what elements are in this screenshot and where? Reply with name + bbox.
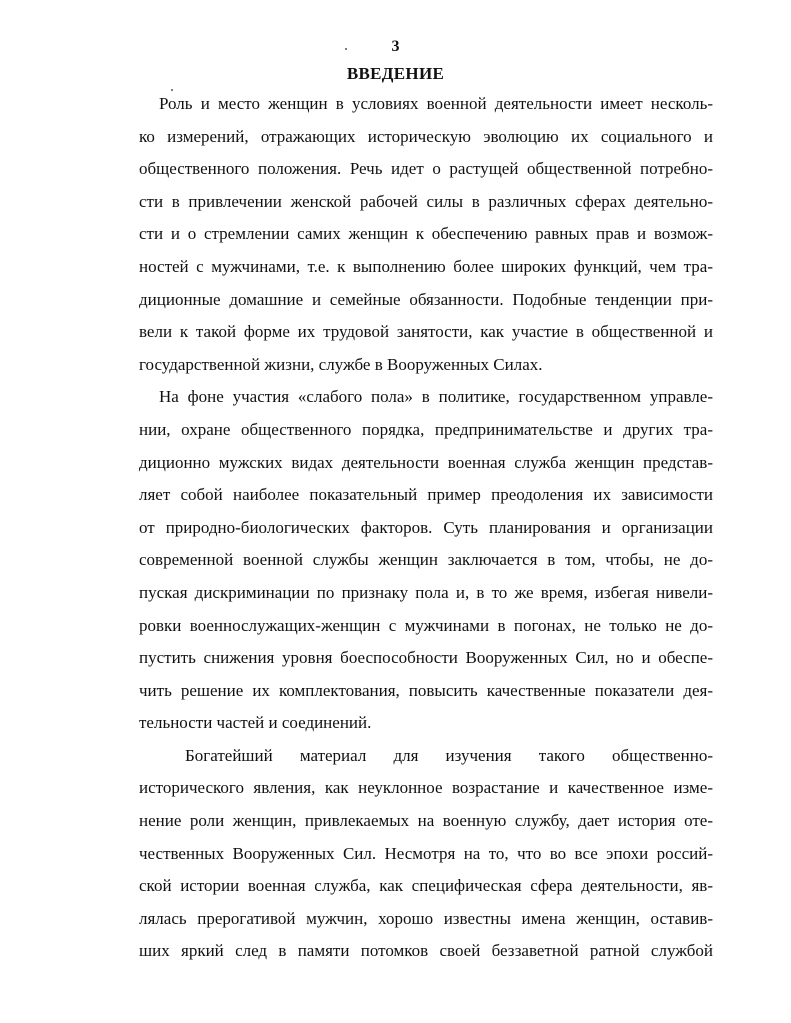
text-line: исторического явления, как неуклонное возрастание и качественное изме- xyxy=(139,778,713,798)
text-line: пустить снижения уровня боеспособности Вооруженных Сил, но и обеспе- xyxy=(139,648,713,668)
text-line: чить решение их комплектования, повысить качественные показатели дея- xyxy=(139,680,713,700)
text-line: ской истории военная служба, как специфическая сфера деятельности, яв- xyxy=(139,876,713,896)
text-line: ровки военнослужащих-женщин с мужчинами в погонах, не только не до- xyxy=(139,615,713,635)
paragraph-2 xyxy=(139,381,713,740)
text-line: нии, охране общественного порядка, предпринимательстве и других тра- xyxy=(139,419,713,439)
scan-speck xyxy=(171,89,173,91)
text-line: лялась прерогативой мужчин, хорошо известны имена женщин, оставив- xyxy=(139,908,713,928)
text-line: современной военной службы женщин заключается в том, чтобы, не до- xyxy=(139,550,713,570)
text-line: Богатейший материал для изучения такого общественно- xyxy=(185,745,713,765)
text-line: диционные домашние и семейные обязанности. Подобные тенденции при- xyxy=(139,289,713,309)
text-line: пуская дискриминации по признаку пола и, в то же время, избегая нивели- xyxy=(139,582,713,602)
paragraph-1 xyxy=(139,88,713,381)
body-text xyxy=(139,88,713,968)
text-line: сти и о стремлении самих женщин к обеспечению равных прав и возмож- xyxy=(139,224,713,244)
text-line: тельности частей и соединений. xyxy=(139,713,372,733)
text-line: ших яркий след в памяти потомков своей беззаветной ратной службой xyxy=(139,941,713,961)
text-line: На фоне участия «слабого пола» в политике, государственном управле- xyxy=(159,387,713,407)
text-line: ко измерений, отражающих историческую эволюцию их социального и xyxy=(139,126,713,146)
text-line: чественных Вооруженных Сил. Несмотря на то, что во все эпохи россий- xyxy=(139,843,713,863)
paragraph-3 xyxy=(139,740,713,968)
page-number: 3 xyxy=(391,38,400,55)
text-line: общественного положения. Речь идет о растущей общественной потребно- xyxy=(139,159,713,179)
text-line: Роль и место женщин в условиях военной деятельности имеет несколь- xyxy=(159,94,713,113)
scan-speck xyxy=(345,48,347,50)
text-line: нение роли женщин, привлекаемых на военную службу, дает история оте- xyxy=(139,811,713,831)
section-heading: ВВЕДЕНИЕ xyxy=(346,64,445,83)
text-line: ностей с мужчинами, т.е. к выполнению более широких функций, чем тра- xyxy=(139,256,713,276)
text-line: диционно мужских видах деятельности военная служба женщин представ- xyxy=(139,452,713,472)
text-line: государственной жизни, службе в Вооруженных Силах. xyxy=(139,354,543,374)
text-line: от природно-биологических факторов. Суть планирования и организации xyxy=(139,517,713,537)
text-line: ляет собой наиболее показательный пример преодоления их зависимости xyxy=(139,485,713,505)
text-line: вели к такой форме их трудовой занятости, как участие в общественной и xyxy=(139,322,713,342)
text-line: сти в привлечении женской рабочей силы в различных сферах деятельно- xyxy=(139,191,713,211)
